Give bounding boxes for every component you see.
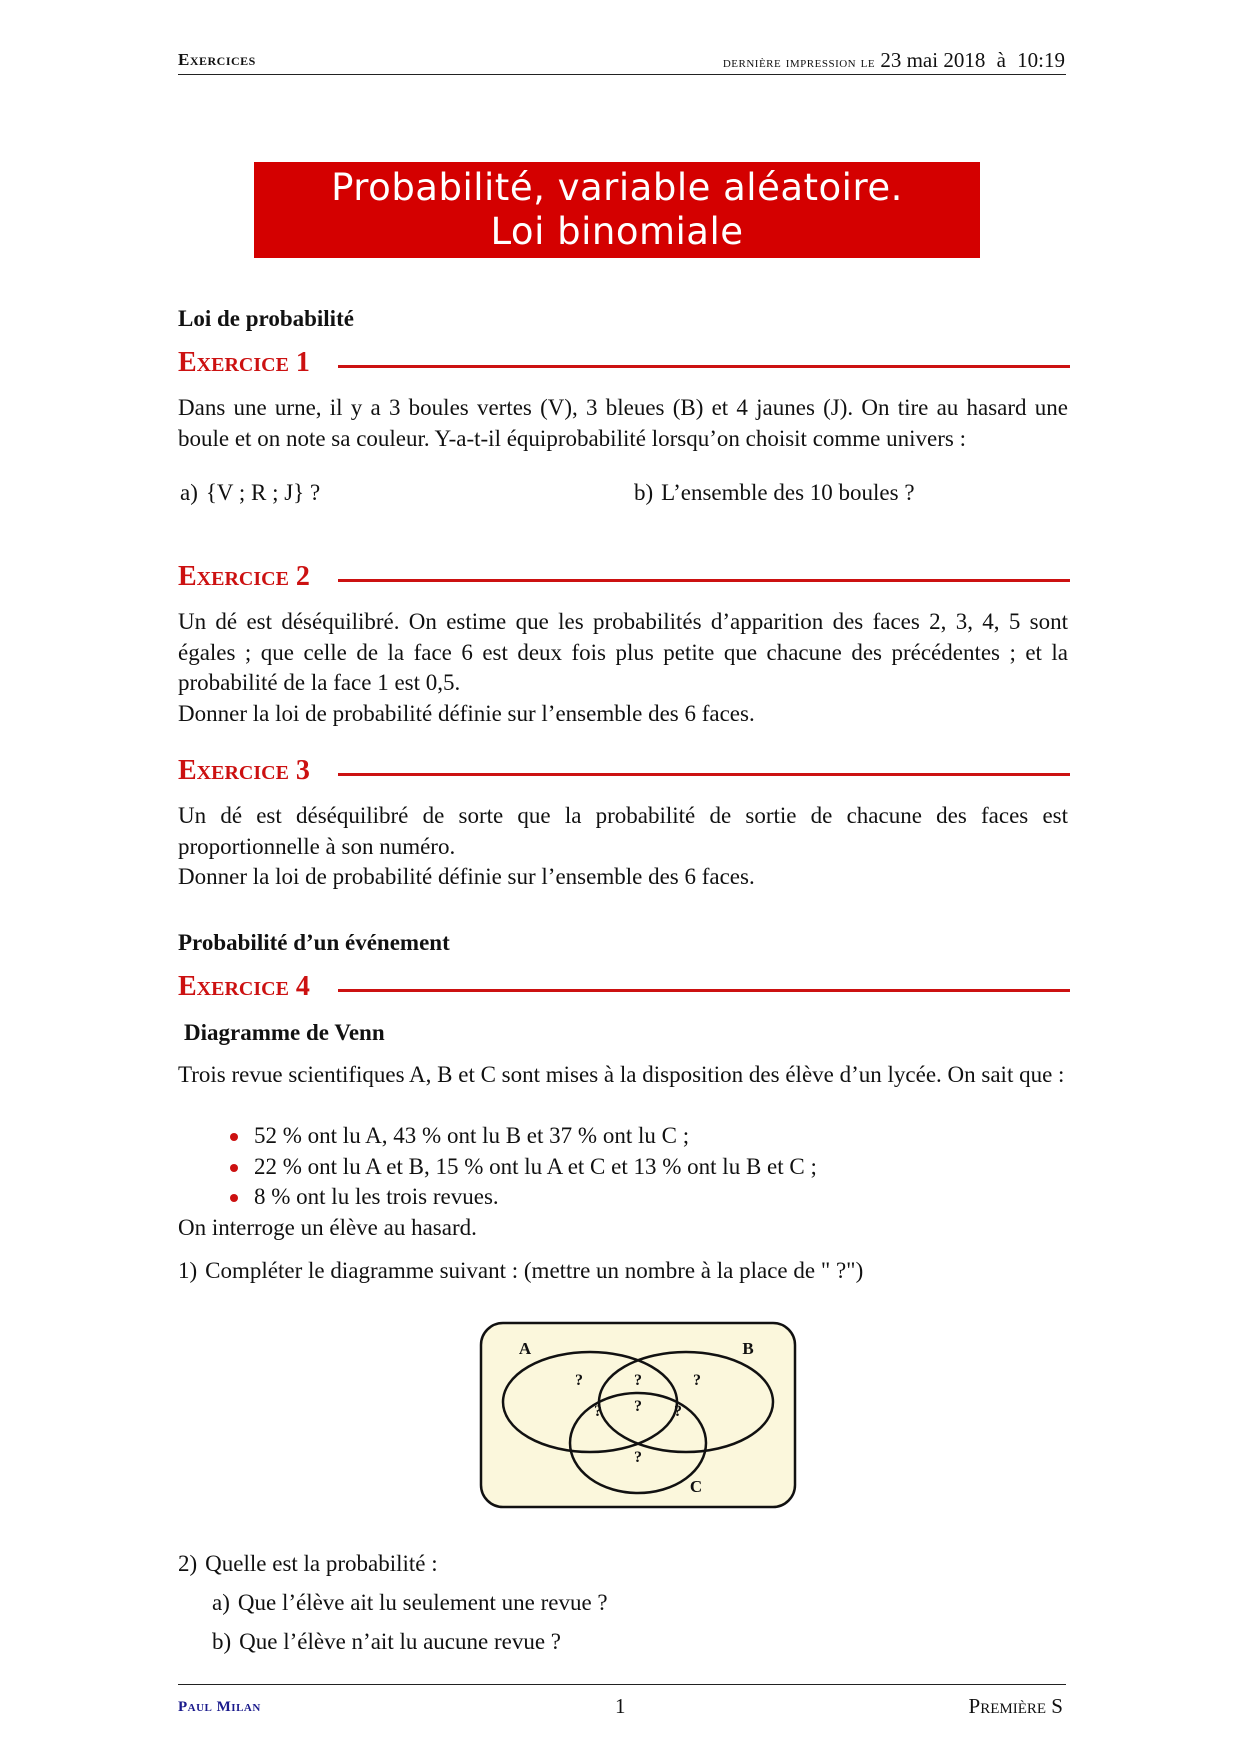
item-b-text: L’ensemble des 10 boules ?: [661, 480, 915, 505]
question-2b-label: b): [212, 1629, 232, 1654]
question-1-text: Compléter le diagramme suivant : (mettre un nombre à la place de " ?"): [205, 1258, 864, 1283]
header-time: 10:19: [1017, 48, 1065, 72]
question-1-label: 1): [178, 1258, 198, 1283]
header-right: [723, 48, 1065, 73]
venn-label-c: C: [689, 1477, 703, 1496]
question-2a-label: a): [212, 1590, 230, 1615]
footer-class: Première S: [968, 1694, 1063, 1718]
exercise-4-title: Exercice 4: [178, 971, 310, 1002]
venn-region-bc: ?: [674, 1403, 682, 1420]
title-box: [254, 162, 980, 258]
exercise-2-text-main: Un dé est déséquilibré. On estime que les probabilités d’apparition des faces 2, 3, 4, 5 sont égales ; que celle de la face 6 est deux fois plus petite que chacune des précédentes ; et la probabilité de la face 1 est 0,5.: [178, 609, 1068, 695]
venn-region-abc: ?: [634, 1398, 642, 1415]
exercise-4-intro: Trois revue scientifiques A, B et C sont mises à la disposition des élève d’un lycée. On sait que :: [178, 1062, 1065, 1087]
footer-rule: [178, 1684, 1066, 1685]
exercise-2-title: Exercice 2: [178, 561, 310, 592]
title-line-2: Loi binomiale: [490, 210, 744, 253]
header-rule: [178, 74, 1066, 75]
bullet-item: 22 % ont lu A et B, 15 % ont lu A et C et 13 % ont lu B et C ;: [178, 1152, 1068, 1183]
footer-author: Paul Milan: [178, 1699, 261, 1715]
section-title-evenement: Probabilité d’un événement: [178, 930, 450, 955]
question-2-text: Quelle est la probabilité :: [205, 1551, 438, 1576]
exercise-4-subtitle: Diagramme de Venn: [184, 1020, 385, 1045]
question-2b-text: Que l’élève n’ait lu aucune revue ?: [239, 1629, 562, 1654]
exercise-2-text: [178, 607, 1068, 729]
question-2b: [212, 1629, 561, 1655]
venn-region-ac: ?: [594, 1403, 602, 1420]
venn-label-b: B: [742, 1339, 754, 1358]
footer-page-number: 1: [615, 1694, 626, 1718]
exercise-3-text: [178, 801, 1068, 893]
question-2-label: 2): [178, 1551, 198, 1576]
title-line-1: Probabilité, variable aléatoire.: [331, 166, 903, 209]
bullet-item: 52 % ont lu A, 43 % ont lu B et 37 % ont lu C ;: [178, 1121, 1068, 1152]
header-date: 23 mai 2018: [880, 48, 986, 72]
exercise-3-rule: [338, 773, 1070, 776]
venn-label-a: A: [518, 1339, 532, 1358]
section-title-loi: Loi de probabilité: [178, 306, 354, 331]
venn-region-a-only: ?: [575, 1372, 583, 1389]
item-b-label: b): [634, 480, 654, 505]
venn-region-b-only: ?: [693, 1372, 701, 1389]
header-left: Exercices: [178, 50, 256, 69]
exercise-3-text-question: Donner la loi de probabilité définie sur l’ensemble des 6 faces.: [178, 864, 755, 889]
exercise-1-text: Dans une urne, il y a 3 boules vertes (V), 3 bleues (B) et 4 jaunes (J). On tire au hasard une boule et on note sa couleur. Y-a-t-il équiprobabilité lorsqu’on choisit comme univers :: [178, 395, 1068, 451]
item-a-text: {V ; R ; J} ?: [205, 480, 321, 505]
venn-region-ab: ?: [634, 1372, 642, 1389]
exercise-1-item-b: [634, 480, 915, 506]
venn-region-c-only: ?: [634, 1449, 642, 1466]
exercise-2-rule: [338, 579, 1070, 582]
question-1: [178, 1258, 863, 1284]
exercise-4-rule: [338, 989, 1070, 992]
header-print-label: dernière impression le: [722, 54, 876, 71]
exercise-1-item-a: [180, 480, 320, 506]
exercise-4-after: On interroge un élève au hasard.: [178, 1215, 477, 1240]
exercise-2-text-question: Donner la loi de probabilité définie sur l’ensemble des 6 faces.: [178, 700, 755, 726]
question-2: [178, 1551, 438, 1577]
exercise-1-title: Exercice 1: [178, 347, 310, 378]
exercise-3-text-main: Un dé est déséquilibré de sorte que la probabilité de sortie de chacune des faces est proportionnelle à son numéro.: [178, 803, 1068, 859]
question-2a: [212, 1590, 608, 1616]
item-a-label: a): [180, 480, 198, 505]
exercise-4-bullets: [178, 1121, 1068, 1213]
venn-diagram: [478, 1320, 798, 1510]
exercise-3-title: Exercice 3: [178, 755, 310, 786]
header-a: à: [996, 48, 1006, 72]
exercise-1-rule: [338, 365, 1070, 368]
question-2a-text: Que l’élève ait lu seulement une revue ?: [237, 1590, 608, 1615]
bullet-item: 8 % ont lu les trois revues.: [178, 1182, 1068, 1213]
